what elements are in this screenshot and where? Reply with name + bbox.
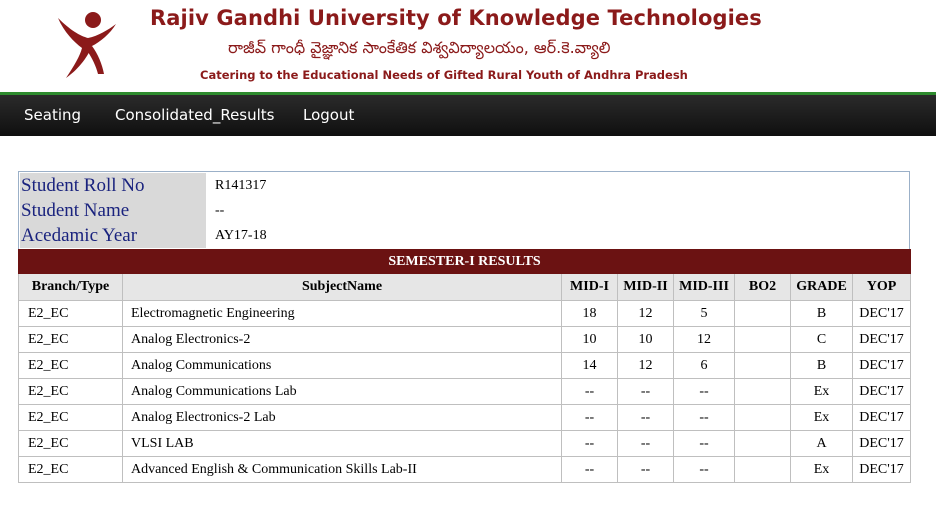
semester-title: SEMESTER-I RESULTS: [19, 250, 911, 274]
table-row: [19, 457, 911, 483]
cell-mid2: 12: [618, 353, 674, 379]
cell-grade: Ex: [791, 405, 853, 431]
cell-yop: DEC'17: [853, 327, 911, 353]
university-telugu-title: రాజీవ్ గాంధీ వైజ్ఞానిక సాంకేతిక విశ్వవిద్యాలయం, ఆర్.కె.వ్యాలి: [228, 38, 611, 57]
col-header-mid2: MID-II: [618, 274, 674, 301]
rgukt-figure-logo: [52, 8, 122, 80]
cell-mid3: --: [674, 457, 735, 483]
roll-label: Student Roll No: [20, 173, 206, 198]
cell-mid1: --: [562, 431, 618, 457]
col-header-yop: YOP: [853, 274, 911, 301]
cell-mid1: --: [562, 405, 618, 431]
cell-subject: Analog Electronics-2: [123, 327, 562, 353]
cell-bo2: [735, 405, 791, 431]
cell-grade: C: [791, 327, 853, 353]
cell-bo2: [735, 301, 791, 327]
col-header-branch: Branch/Type: [19, 274, 123, 301]
name-label: Student Name: [20, 198, 206, 223]
col-header-mid3: MID-III: [674, 274, 735, 301]
main-navbar: [0, 95, 936, 136]
cell-yop: DEC'17: [853, 353, 911, 379]
table-row: [19, 431, 911, 457]
results-body: [19, 301, 911, 483]
cell-bo2: [735, 327, 791, 353]
table-row: [19, 301, 911, 327]
cell-bo2: [735, 353, 791, 379]
semester-title-row: [19, 250, 911, 274]
name-row: [19, 198, 911, 223]
cell-branch: E2_EC: [19, 327, 123, 353]
nav-consolidated-results[interactable]: Consolidated_Results: [115, 106, 275, 124]
col-header-mid1: MID-I: [562, 274, 618, 301]
col-header-bo2: BO2: [735, 274, 791, 301]
site-header: [0, 0, 936, 92]
table-header-row: [19, 274, 911, 301]
student-info-panel: [18, 171, 910, 249]
cell-mid3: 5: [674, 301, 735, 327]
cell-branch: E2_EC: [19, 353, 123, 379]
cell-mid1: 14: [562, 353, 618, 379]
cell-bo2: [735, 457, 791, 483]
cell-branch: E2_EC: [19, 301, 123, 327]
cell-subject: VLSI LAB: [123, 431, 562, 457]
year-label: Acedamic Year: [20, 223, 206, 248]
cell-mid2: --: [618, 431, 674, 457]
cell-mid1: --: [562, 457, 618, 483]
cell-mid3: --: [674, 405, 735, 431]
table-row: [19, 379, 911, 405]
cell-branch: E2_EC: [19, 457, 123, 483]
year-row: [19, 223, 911, 248]
university-tagline: Catering to the Educational Needs of Gifted Rural Youth of Andhra Pradesh: [200, 68, 688, 82]
cell-mid1: --: [562, 379, 618, 405]
cell-mid2: --: [618, 379, 674, 405]
year-value: AY17-18: [215, 228, 267, 243]
cell-yop: DEC'17: [853, 379, 911, 405]
col-header-subject: SubjectName: [123, 274, 562, 301]
cell-grade: Ex: [791, 457, 853, 483]
results-table: [18, 249, 911, 483]
cell-grade: B: [791, 353, 853, 379]
cell-yop: DEC'17: [853, 405, 911, 431]
cell-bo2: [735, 431, 791, 457]
cell-grade: Ex: [791, 379, 853, 405]
cell-yop: DEC'17: [853, 431, 911, 457]
cell-mid3: 12: [674, 327, 735, 353]
col-header-grade: GRADE: [791, 274, 853, 301]
cell-grade: A: [791, 431, 853, 457]
cell-yop: DEC'17: [853, 301, 911, 327]
cell-mid3: 6: [674, 353, 735, 379]
nav-seating[interactable]: Seating: [24, 106, 82, 124]
cell-branch: E2_EC: [19, 405, 123, 431]
cell-bo2: [735, 379, 791, 405]
roll-row: [19, 173, 911, 198]
cell-mid2: --: [618, 405, 674, 431]
cell-mid2: 10: [618, 327, 674, 353]
cell-subject: Analog Communications Lab: [123, 379, 562, 405]
cell-mid3: --: [674, 379, 735, 405]
cell-mid1: 18: [562, 301, 618, 327]
cell-subject: Analog Electronics-2 Lab: [123, 405, 562, 431]
cell-mid2: 12: [618, 301, 674, 327]
name-value: --: [215, 203, 225, 218]
university-title: Rajiv Gandhi University of Knowledge Technologies: [150, 6, 762, 30]
cell-yop: DEC'17: [853, 457, 911, 483]
cell-subject: Electromagnetic Engineering: [123, 301, 562, 327]
cell-subject: Analog Communications: [123, 353, 562, 379]
table-row: [19, 353, 911, 379]
cell-mid1: 10: [562, 327, 618, 353]
cell-mid2: --: [618, 457, 674, 483]
cell-subject: Advanced English & Communication Skills Lab-II: [123, 457, 562, 483]
cell-branch: E2_EC: [19, 431, 123, 457]
roll-value: R141317: [215, 178, 267, 193]
table-row: [19, 327, 911, 353]
cell-mid3: --: [674, 431, 735, 457]
cell-branch: E2_EC: [19, 379, 123, 405]
table-row: [19, 405, 911, 431]
cell-grade: B: [791, 301, 853, 327]
nav-logout[interactable]: Logout: [303, 106, 355, 124]
